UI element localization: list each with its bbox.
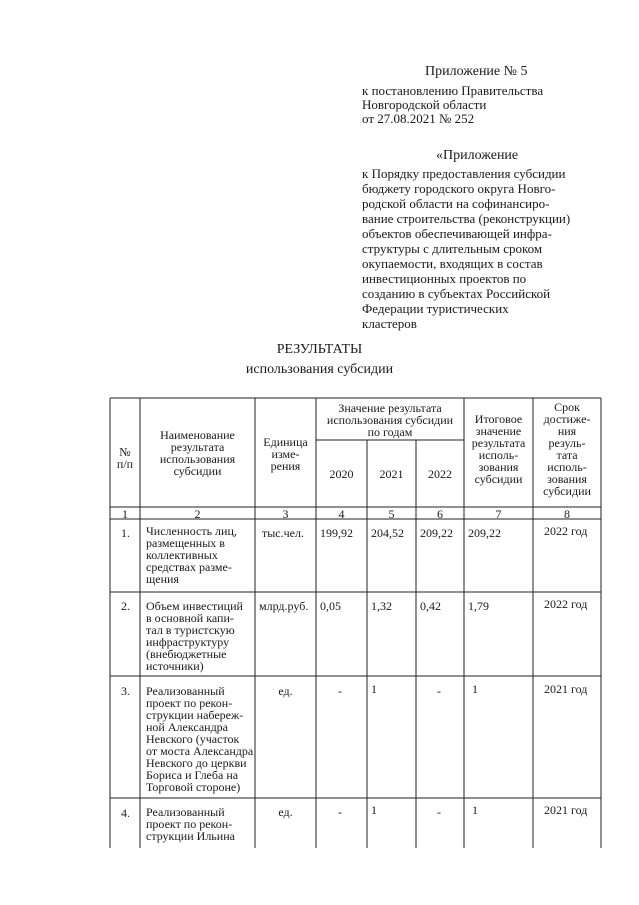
document-subtitle: использования субсидии xyxy=(245,362,394,377)
row-number: 2. xyxy=(121,599,130,613)
header-deadline-line: ния xyxy=(557,424,577,438)
row-name-line: ной Александра xyxy=(146,720,229,734)
row-value-2020: 0,05 xyxy=(320,599,341,613)
header-year-2021: 2021 xyxy=(379,467,404,481)
header-value-group-line: Значение результата xyxy=(338,401,442,415)
row-total: 1 xyxy=(472,682,478,696)
procedure-line: родской области на софинансиро- xyxy=(362,196,550,211)
row-name-line: средствах разме- xyxy=(146,560,232,574)
header-total-line: зования xyxy=(478,460,519,474)
header-total-line: исполь- xyxy=(478,448,519,462)
row-value-2020: - xyxy=(338,684,342,698)
header-num-line: п/п xyxy=(116,457,134,471)
row-name-line: струкции Ильина xyxy=(146,829,235,843)
header-deadline-line: исполь- xyxy=(547,460,587,474)
col-number: 5 xyxy=(388,507,395,521)
header-total-line: результата xyxy=(471,436,526,450)
row-name-line: проект по рекон- xyxy=(146,696,233,710)
col-number: 3 xyxy=(282,507,289,521)
header-value-group-line: использования субсидии xyxy=(326,413,454,427)
appendix-reference-line: от 27.08.2021 № 252 xyxy=(362,111,475,126)
header-deadline-line: тата xyxy=(556,448,578,462)
header-total xyxy=(464,413,533,485)
procedure-line: структуры с длительным сроком xyxy=(362,241,543,256)
header-name-line: использования xyxy=(159,452,236,466)
row-name-line: от моста Александра xyxy=(146,744,254,758)
row-name xyxy=(146,600,254,672)
header-value-group-line: по годам xyxy=(367,425,413,439)
row-number: 3. xyxy=(121,684,130,698)
row-deadline: 2021 год xyxy=(544,682,588,696)
procedure-line: инвестиционных проектов по xyxy=(362,271,527,286)
header-year-2022: 2022 xyxy=(428,467,452,481)
header-name-line: субсидии xyxy=(173,464,222,478)
row-name-line: Невского (участок xyxy=(146,732,240,746)
procedure-line: к Порядку предоставления субсидии xyxy=(362,166,566,181)
row-deadline: 2021 год xyxy=(544,803,588,817)
header-deadline-line: достиже- xyxy=(543,412,591,426)
row-value-2022: - xyxy=(437,805,441,819)
row-name xyxy=(146,685,254,793)
row-value-2021: 1,32 xyxy=(371,599,392,613)
header-unit xyxy=(255,436,316,472)
row-number: 4. xyxy=(121,806,130,820)
row-name-line: Реализованный xyxy=(146,805,225,819)
header-name-line: Наименование xyxy=(160,428,235,442)
row-deadline: 2022 год xyxy=(544,597,588,611)
header-deadline-line: Срок xyxy=(554,400,580,414)
row-name-line: Бориса и Глеба на xyxy=(146,768,239,782)
appendix-reference-line: к постановлению Правительства xyxy=(362,83,544,98)
col-number: 2 xyxy=(194,507,201,521)
header-total-line: Итоговое xyxy=(474,412,523,426)
row-value-2021: 1 xyxy=(371,803,377,817)
header-year-2020: 2020 xyxy=(329,467,354,481)
row-value-2020: 199,92 xyxy=(320,526,353,540)
col-number: 7 xyxy=(495,507,502,521)
header-value-group xyxy=(316,402,464,438)
header-num-line: № xyxy=(119,445,131,459)
header-deadline xyxy=(533,401,601,497)
header-unit-line: изме- xyxy=(271,447,300,461)
row-name-line: источники) xyxy=(146,659,204,673)
row-unit: млрд.руб. xyxy=(259,599,309,613)
row-name-line: размещенных в xyxy=(146,536,225,550)
header-num xyxy=(110,446,140,470)
row-value-2021: 1 xyxy=(371,682,377,696)
col-number: 6 xyxy=(437,507,443,521)
procedure-line: Федерации туристических xyxy=(362,301,509,316)
row-name-line: в основной капи- xyxy=(146,611,234,625)
row-unit: ед. xyxy=(278,684,293,698)
header-deadline-line: субсидии xyxy=(543,484,591,498)
row-name xyxy=(146,525,254,585)
row-value-2021: 204,52 xyxy=(371,526,404,540)
row-value-2022: 209,22 xyxy=(420,526,453,540)
header-deadline-line: резуль- xyxy=(548,436,586,450)
row-unit: ед. xyxy=(278,805,293,819)
appendix-reference-line: Новгородской области xyxy=(362,97,487,112)
row-name-line: щения xyxy=(146,572,179,586)
procedure-line: созданию в субъектах Российской xyxy=(362,286,551,301)
row-total: 209,22 xyxy=(468,526,501,540)
procedure-line: объектов обеспечивающей инфра- xyxy=(362,226,552,241)
procedure-line: вание строительства (реконструкции) xyxy=(362,211,571,226)
row-name-line: Реализованный xyxy=(146,684,225,698)
row-total: 1 xyxy=(472,803,478,817)
row-name xyxy=(146,806,254,842)
row-value-2020: - xyxy=(338,805,342,819)
row-value-2022: 0,42 xyxy=(420,599,441,613)
header-unit-line: рения xyxy=(270,459,301,473)
row-deadline: 2022 год xyxy=(544,524,588,538)
row-name-line: Торговой стороне) xyxy=(146,780,241,794)
row-name-line: Объем инвестиций xyxy=(146,599,243,613)
row-value-2022: - xyxy=(437,684,441,698)
document-title: РЕЗУЛЬТАТЫ xyxy=(276,342,363,357)
row-name-line: (внебюджетные xyxy=(146,647,227,661)
row-name-line: Численность лиц, xyxy=(146,524,237,538)
procedure-line: окупаемости, входящих в состав xyxy=(362,256,543,271)
col-number: 1 xyxy=(122,507,128,521)
header-total-line: субсидии xyxy=(474,472,523,486)
procedure-line: бюджету городского округа Новго- xyxy=(362,181,556,196)
col-number: 8 xyxy=(564,507,570,521)
appendix-number: Приложение № 5 xyxy=(425,64,528,79)
row-total: 1,79 xyxy=(468,599,489,613)
procedure-line: кластеров xyxy=(362,316,417,331)
col-number: 4 xyxy=(338,507,345,521)
header-name xyxy=(140,429,255,477)
row-name-line: инфраструктуру xyxy=(146,635,230,649)
row-unit: тыс.чел. xyxy=(262,526,304,540)
row-name-line: струкции набереж- xyxy=(146,708,244,722)
row-name-line: коллективных xyxy=(146,548,218,562)
row-name-line: тал в туристскую xyxy=(146,623,235,637)
header-name-line: результата xyxy=(170,440,225,454)
row-name-line: проект по рекон- xyxy=(146,817,233,831)
quote-appendix: «Приложение xyxy=(436,148,519,163)
header-deadline-line: зования xyxy=(547,472,587,486)
row-number: 1. xyxy=(121,526,130,540)
row-name-line: Невского до церкви xyxy=(146,756,247,770)
header-unit-line: Единица xyxy=(263,435,308,449)
header-total-line: значение xyxy=(475,424,522,438)
